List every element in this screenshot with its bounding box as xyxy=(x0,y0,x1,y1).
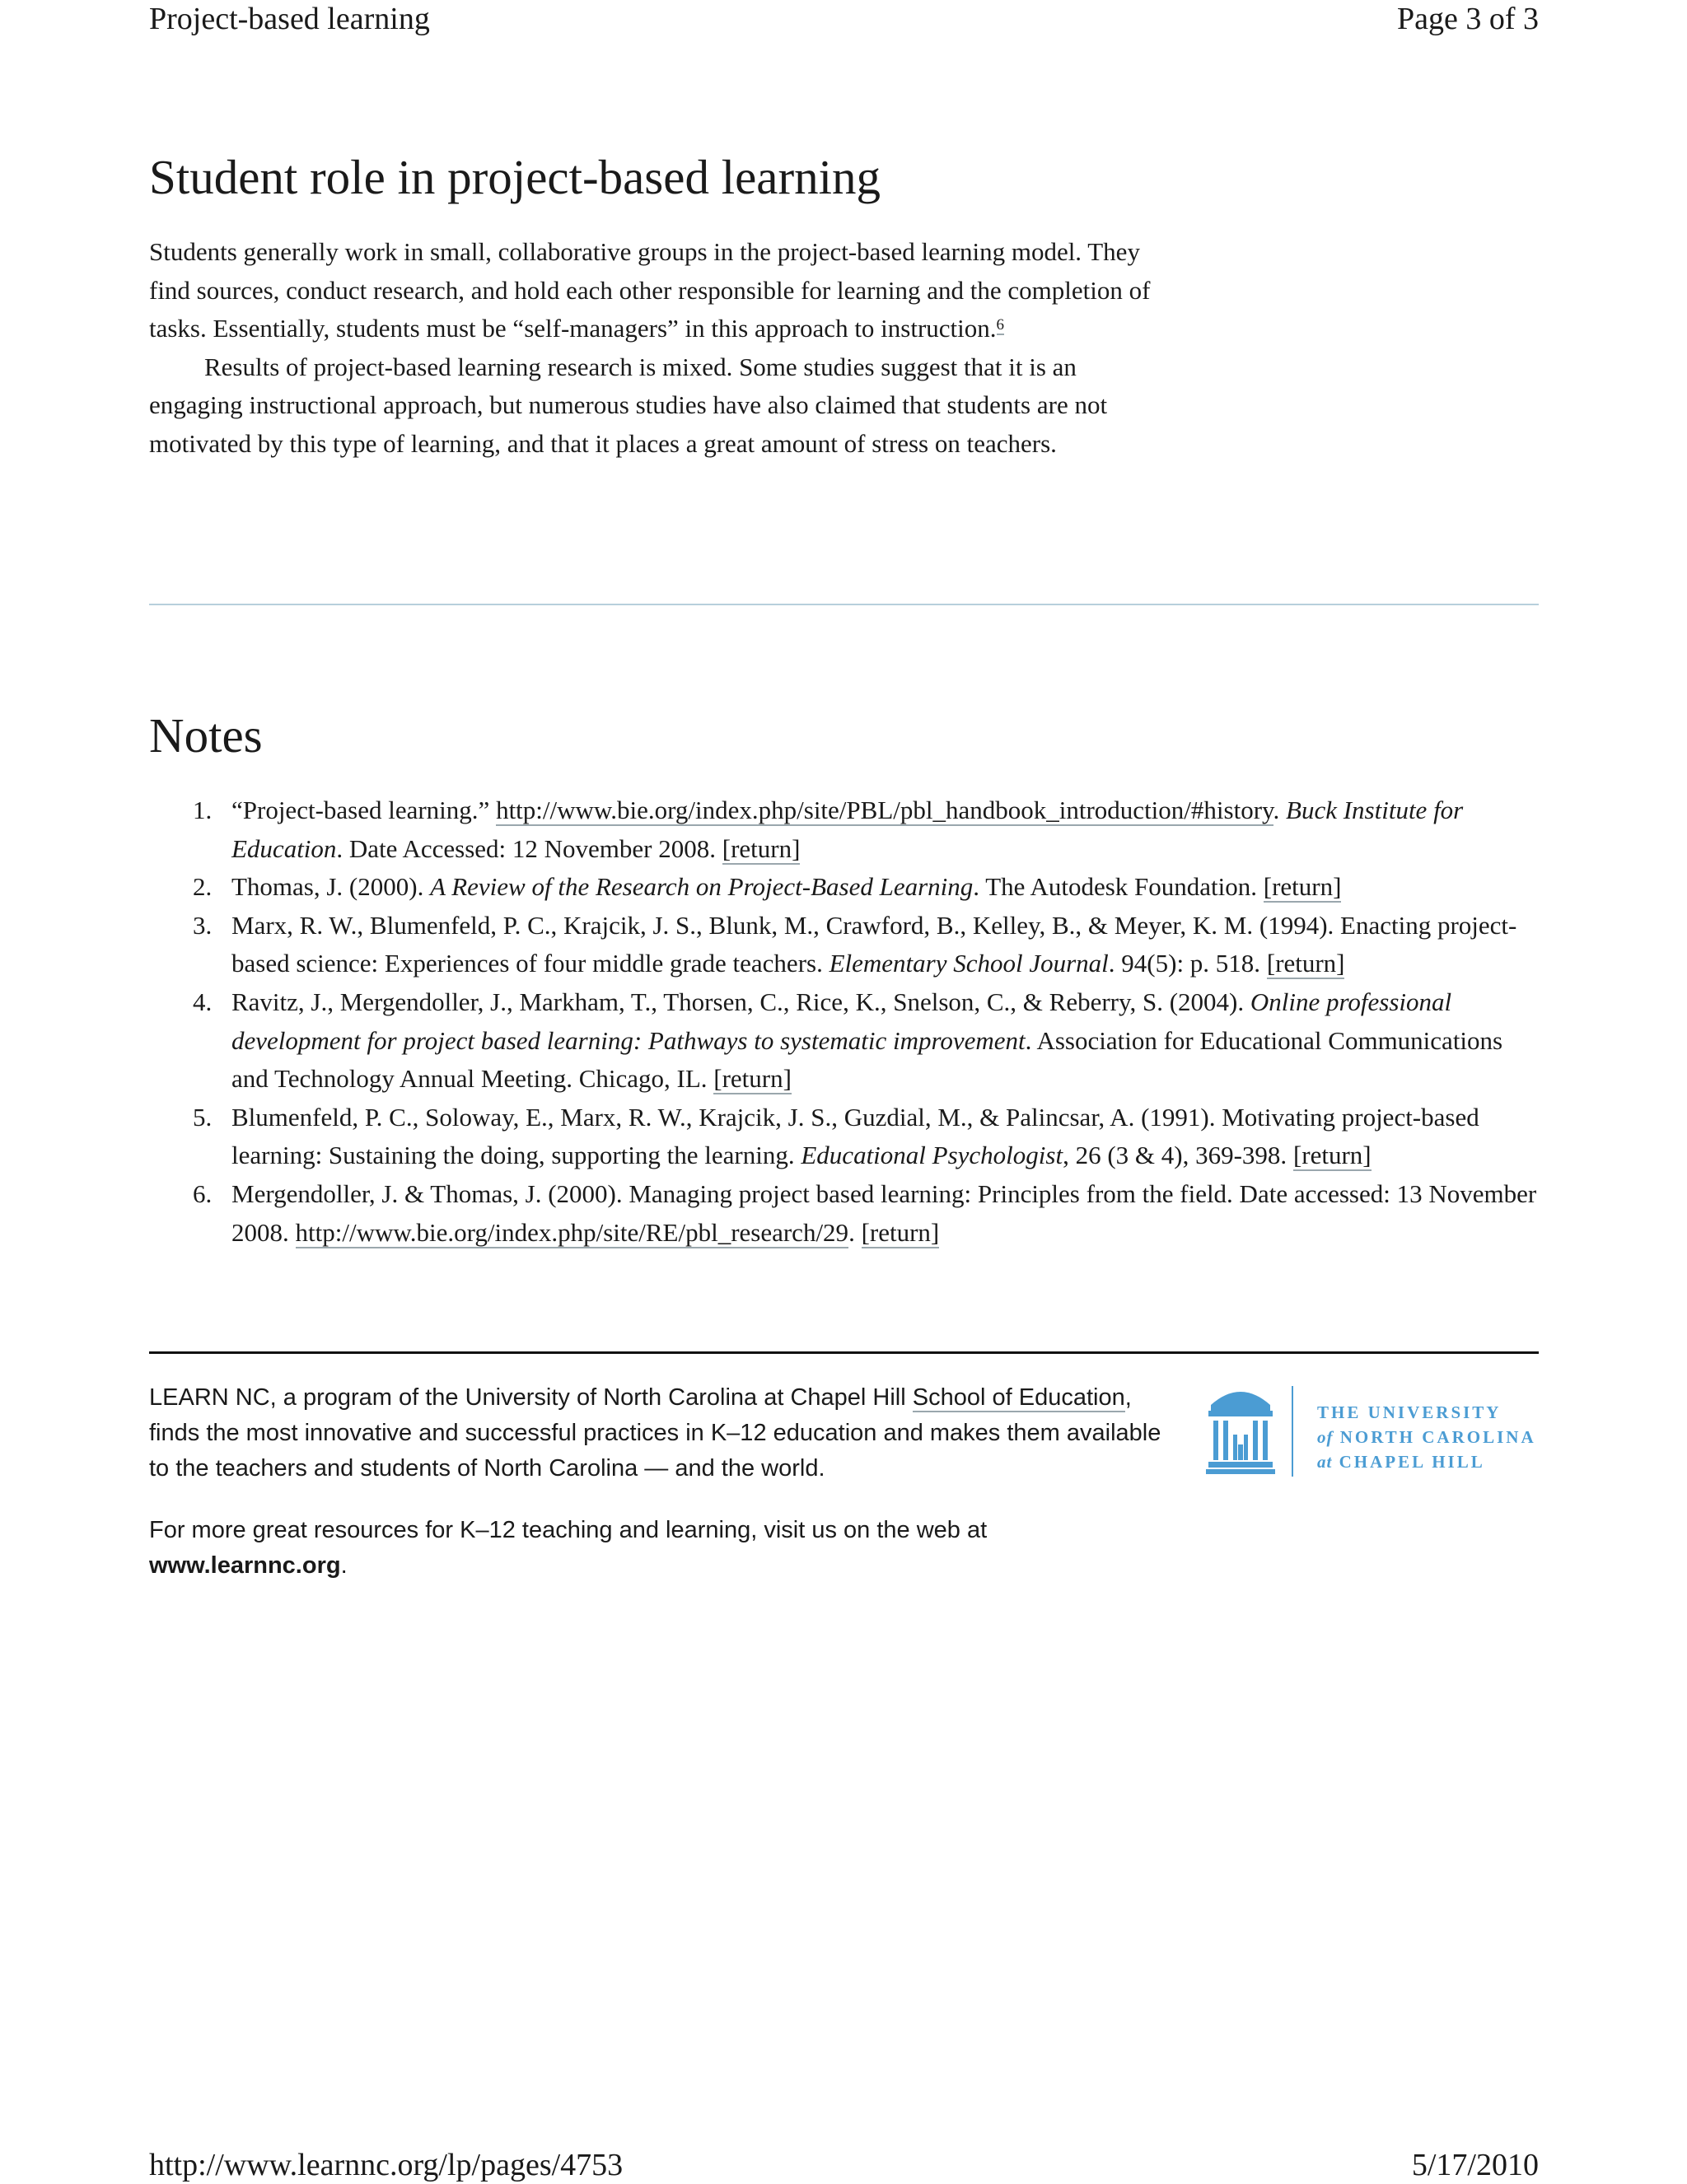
section-title-notes: Notes xyxy=(149,708,263,763)
page-url: http://www.learnnc.org/lp/pages/4753 xyxy=(149,2148,624,2182)
footer-about: LEARN NC, a program of the University of North Carolina at Chapel Hill School of Education, finds the most innovative and successful practices in K–12 education and makes them available to the teachers and students of North Carolina — and the world. xyxy=(149,1384,1161,1482)
return-link[interactable]: [return] xyxy=(1266,949,1345,978)
return-link[interactable]: [return] xyxy=(722,833,801,863)
note-link[interactable]: http://www.bie.org/index.php/site/RE/pbl_research/29 xyxy=(295,1217,849,1247)
note-item: 4. Ravitz, J., Mergendoller, J., Markham, T., Thorsen, C., Rice, K., Snelson, C., & Reberry, S. (2004). Online professional development for project based learning: Pathways to systematic improvement. Association for Educational Communications and Technology Annual Meeting. Chicago, IL. [return] xyxy=(193,987,1503,1094)
notes-list xyxy=(149,791,1541,1252)
page-number: Page 3 of 3 xyxy=(1396,2,1539,36)
unc-logo xyxy=(1206,1384,1544,1482)
page-footer xyxy=(149,2146,1539,2184)
logo-divider xyxy=(1292,1386,1293,1477)
print-date: 5/17/2010 xyxy=(1411,2148,1539,2182)
school-of-education-link[interactable]: School of Education xyxy=(912,1384,1125,1411)
return-link[interactable]: [return] xyxy=(1263,872,1342,902)
section-title-student-role: Student role in project-based learning xyxy=(149,150,881,204)
return-link[interactable]: [return] xyxy=(861,1217,940,1247)
old-well-icon xyxy=(1206,1384,1275,1476)
document-title: Project-based learning xyxy=(149,2,430,36)
student-role-text xyxy=(149,233,1162,463)
footer-visit: For more great resources for K–12 teaching and learning, visit us on the web at www.learnnc.org. xyxy=(149,1517,988,1579)
learnnc-url: www.learnnc.org xyxy=(149,1552,341,1579)
logo-wordmark: THE UNIVERSITY of NORTH CAROLINA at CHAPEL HILL xyxy=(1317,1402,1536,1472)
footnote-ref[interactable] xyxy=(997,316,1005,334)
note-item: 1. “Project-based learning.” http://www.bie.org/index.php/site/PBL/pbl_handbook_introduction/#history. Buck Institute for Education. Date Accessed: 12 November 2008. [return] xyxy=(193,796,1464,863)
paragraph-2: Results of project-based learning research is mixed. Some studies suggest that it is an engaging instructional approach, but numerous studies have also claimed that students are not motivated by this type of learning, and that it places a great amount of stress on teachers. xyxy=(149,352,1108,458)
note-item: 2. Thomas, J. (2000). A Review of the Research on Project-Based Learning. The Autodesk Foundation. [return] xyxy=(193,872,1342,902)
page-header xyxy=(149,0,1539,43)
footnote-ref-6[interactable]: 6 xyxy=(996,316,1005,334)
section-divider xyxy=(149,604,1539,605)
note-item: 3. Marx, R. W., Blumenfeld, P. C., Krajcik, J. S., Blunk, M., Crawford, B., Kelley, B., & Meyer, K. M. (1994). Enacting project-based science: Experiences of four middle grade teachers. Elementary School Journal. 94(5): p. 518. [return] xyxy=(193,910,1517,978)
return-link[interactable]: [return] xyxy=(713,1064,792,1094)
paragraph-1: Students generally work in small, collaborative groups in the project-based learning model. They find sources, conduct research, and hold each other responsible for learning and the completion of tasks. Essentially, students must be “self-managers” in this approach to instruction.$^6$ xyxy=(149,237,1151,343)
note-link[interactable]: http://www.bie.org/index.php/site/PBL/pbl_handbook_introduction/#history xyxy=(496,796,1273,824)
footer-divider xyxy=(149,1351,1539,1354)
return-link[interactable]: [return] xyxy=(1292,1141,1372,1170)
note-item: 5. Blumenfeld, P. C., Soloway, E., Marx, R. W., Krajcik, J. S., Guzdial, M., & Palincsar, A. (1991). Motivating project-based learning: Sustaining the doing, supporting the learning. Educational Psychologist, 26 (3 & 4), 369-398. [return] xyxy=(193,1102,1479,1170)
note-item: 6. Mergendoller, J. & Thomas, J. (2000). Managing project based learning: Principles from the field. Date accessed: 13 November 2008. http://www.bie.org/index.php/site/RE/pbl_research/29. [return] xyxy=(193,1178,1537,1247)
